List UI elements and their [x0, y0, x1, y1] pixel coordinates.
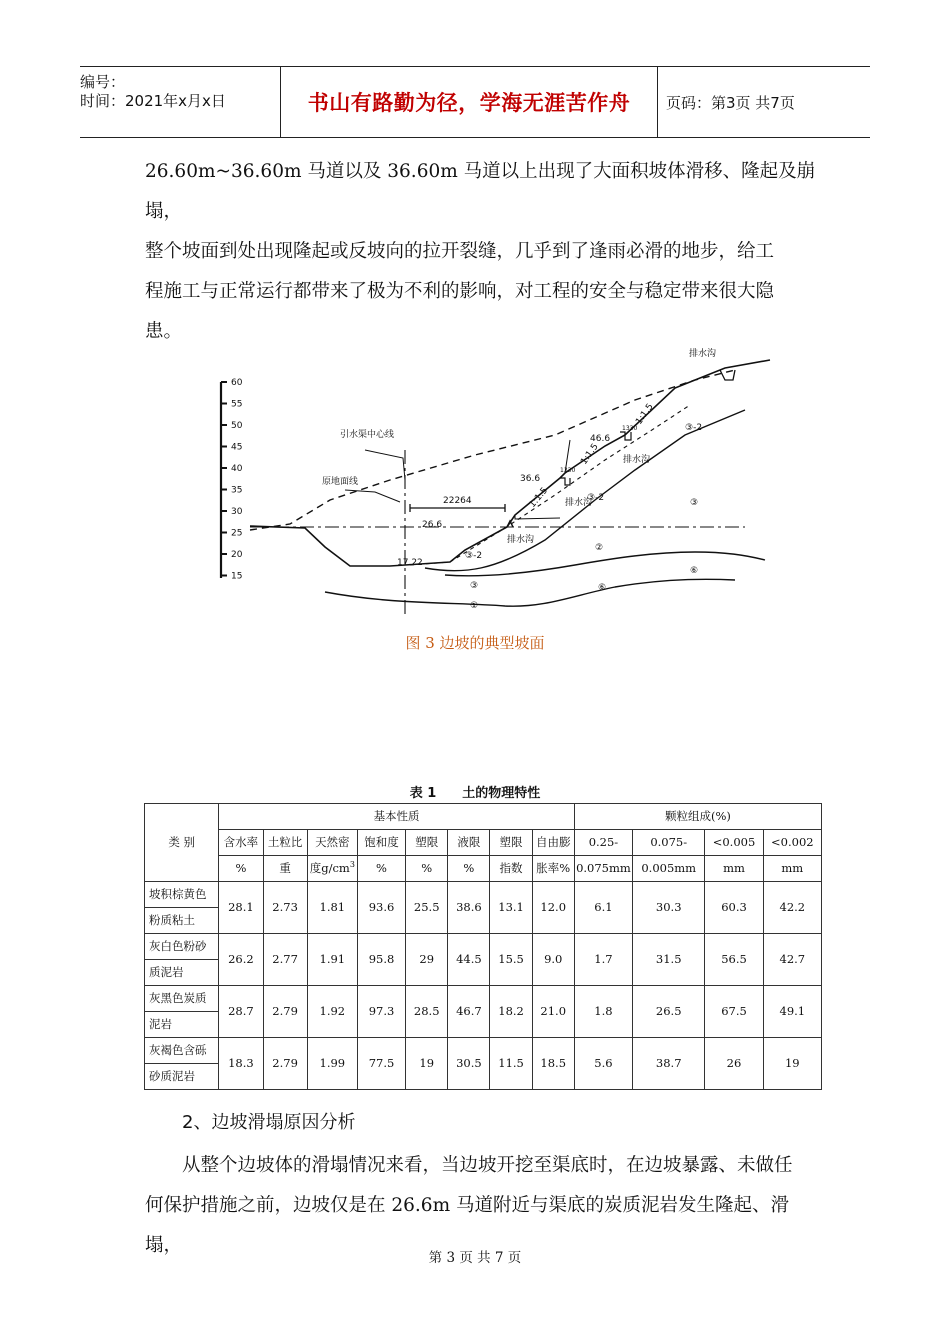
column-header-unit: %	[235, 861, 247, 875]
table-cell: 42.2	[763, 882, 821, 934]
column-header-line2	[532, 856, 574, 882]
elevation-tick-label: 30	[231, 507, 243, 517]
label-drain-top: 排水沟	[689, 349, 717, 359]
table-cell: 25.5	[406, 882, 448, 934]
elevation-tick-label: 60	[231, 378, 243, 388]
table-cell: 67.5	[705, 986, 763, 1038]
header-basic-properties: 基本性质	[219, 804, 574, 830]
figure-caption: 图 3 边坡的典型坡面	[405, 634, 545, 652]
row-category-line1: 灰白色粉砂	[145, 934, 219, 960]
table-title	[0, 782, 950, 801]
paragraph-line: 26.60m~36.60m 马道以及 36.60m 马道以上出现了大面积坡体滑移、隆起及崩塌，	[145, 161, 816, 222]
label-width: 22264	[443, 496, 472, 506]
row-category-line2: 粉质粘土	[145, 908, 219, 934]
layer-boundary-3	[425, 410, 745, 571]
label-slope-middle: 1:1.5	[579, 442, 601, 467]
column-header-line2	[705, 856, 763, 882]
row-category-line2: 砂质泥岩	[145, 1064, 219, 1090]
table-cell: 93.6	[357, 882, 405, 934]
table-header-row-1	[145, 804, 822, 830]
label-berm-46: 46.6	[590, 434, 611, 444]
header-meta	[80, 67, 280, 143]
table-cell: 13.1	[490, 882, 532, 934]
table-row	[145, 986, 822, 1012]
center-line-leader	[365, 450, 405, 480]
label-ground-line: 原地面线	[322, 477, 359, 487]
column-header-line1: <0.002	[763, 830, 821, 856]
table-header-row-2	[145, 830, 822, 856]
table-cell: 60.3	[705, 882, 763, 934]
row-category-line2: 质泥岩	[145, 960, 219, 986]
column-header-line1: <0.005	[705, 830, 763, 856]
table-header-row-3	[145, 856, 822, 882]
table-cell: 12.0	[532, 882, 574, 934]
label-layer-3-low: ③	[470, 581, 479, 591]
column-header-line1: 液限	[448, 830, 490, 856]
paragraph-line: 程施工与正常运行都带来了极为不利的影响，对工程的安全与稳定带来很大隐	[145, 281, 775, 302]
layer-boundary-6	[325, 579, 735, 606]
layer-boundary-2	[445, 552, 765, 576]
table-cell: 15.5	[490, 934, 532, 986]
column-header-line2	[574, 856, 632, 882]
elevation-tick-label: 15	[231, 571, 243, 582]
label-layer-3-2-low: ③-2	[465, 551, 483, 561]
label-layer-3-2-mid: ③-2	[587, 493, 605, 503]
table-cell: 30.5	[448, 1038, 490, 1090]
table-cell: 2.73	[263, 882, 307, 934]
column-header-unit: 0.005mm	[641, 861, 697, 875]
table-row	[145, 934, 822, 960]
label-bottom-elevation: 17.22	[397, 558, 423, 568]
column-header-line2	[263, 856, 307, 882]
label-layer-6-right: ⑥	[690, 566, 699, 576]
figure-labels	[322, 347, 716, 611]
label-drain-46: 排水沟	[623, 455, 651, 465]
elevation-tick-label: 55	[231, 399, 243, 410]
label-slope-upper: 1:1.5	[634, 402, 656, 427]
page-footer: 第 3 页 共 7 页	[428, 1250, 522, 1266]
table-cell: 18.3	[219, 1038, 263, 1090]
document-number: 编号：	[80, 73, 126, 91]
table-cell: 19	[763, 1038, 821, 1090]
row-category-line2: 泥岩	[145, 1012, 219, 1038]
table-cell: 30.3	[633, 882, 705, 934]
table-cell: 11.5	[490, 1038, 532, 1090]
table-row	[145, 882, 822, 908]
table-cell: 1.7	[574, 934, 632, 986]
table-number: 表 1	[409, 786, 437, 801]
body-paragraph-1	[145, 152, 825, 352]
column-header-unit: %	[376, 861, 387, 875]
column-header-line2	[357, 856, 405, 882]
label-layer-6-low: ⑥	[598, 583, 607, 593]
column-header-line1: 自由膨	[532, 830, 574, 856]
elevation-tick-label: 40	[231, 464, 243, 474]
table-cell: 1.92	[307, 986, 357, 1038]
table-cell: 44.5	[448, 934, 490, 986]
header-motto-cell	[280, 67, 658, 137]
table-body	[145, 882, 822, 1090]
column-header-unit: 指数	[499, 861, 523, 875]
soil-properties-table	[144, 803, 822, 1090]
paragraph-line: 患。	[145, 321, 183, 342]
column-header-unit: %	[463, 861, 475, 875]
table-cell: 1.99	[307, 1038, 357, 1090]
elevation-tick-label: 20	[231, 550, 243, 560]
elevation-tick-label: 25	[231, 528, 243, 539]
table-cell: 28.7	[219, 986, 263, 1038]
header-motto: 书山有路勤为径，学海无涯苦作舟	[307, 91, 631, 115]
table-cell: 56.5	[705, 934, 763, 986]
row-category-line1: 灰黑色炭质	[145, 986, 219, 1012]
column-header-unit: 胀率%	[536, 861, 571, 875]
table-cell: 26.2	[219, 934, 263, 986]
table-cell: 19	[406, 1038, 448, 1090]
column-header-line1: 土粒比	[263, 830, 307, 856]
column-header-line1: 塑限	[406, 830, 448, 856]
label-layer-3-2-top: ③-2	[685, 423, 703, 433]
slope-cross-section-figure	[215, 340, 775, 625]
layer-boundary-3-2	[410, 405, 690, 565]
table-title-text: 土的物理特性	[462, 786, 541, 801]
column-header-line1: 含水率	[219, 830, 263, 856]
column-header-line2	[219, 856, 263, 882]
section-2-title: 2、边坡滑塌原因分析	[182, 1112, 356, 1133]
row-category-line1: 坡积棕黄色	[145, 882, 219, 908]
table-cell: 46.7	[448, 986, 490, 1038]
drain-36	[560, 478, 570, 485]
table-cell: 31.5	[633, 934, 705, 986]
table-cell: 21.0	[532, 986, 574, 1038]
column-header-unit: 0.075mm	[576, 861, 631, 875]
table-cell: 42.7	[763, 934, 821, 986]
table-cell: 26	[705, 1038, 763, 1090]
table-cell: 2.79	[263, 986, 307, 1038]
table-cell: 38.7	[633, 1038, 705, 1090]
berm-36	[515, 515, 560, 519]
table-cell: 9.0	[532, 934, 574, 986]
label-width-small-46: 1330	[622, 425, 638, 432]
column-header-line1: 0.075-	[633, 830, 705, 856]
column-header-unit: %	[421, 861, 433, 875]
label-berm-26: 26.6	[422, 520, 443, 530]
label-drain-36: 排水沟	[565, 498, 593, 508]
label-center-line: 引水渠中心线	[340, 430, 395, 440]
table-cell: 26.5	[633, 986, 705, 1038]
column-header-unit: 度g/cm	[309, 861, 350, 875]
original-ground-line	[250, 370, 735, 530]
label-layer-1: ①	[470, 601, 479, 611]
column-header-line1: 0.25-	[574, 830, 632, 856]
table-cell: 1.81	[307, 882, 357, 934]
label-width-small-36: 1330	[560, 467, 576, 474]
column-header-line2	[633, 856, 705, 882]
paragraph-line: 从整个边坡体的滑塌情况来看，当边坡开挖至渠底时，在边坡暴露、未做任	[182, 1155, 793, 1176]
header-category: 类 别	[145, 804, 219, 882]
column-header-line1: 天然密	[307, 830, 357, 856]
row-category-line1: 灰褐色含砾	[145, 1038, 219, 1064]
column-header-line1: 饱和度	[357, 830, 405, 856]
column-header-unit: 重	[279, 861, 291, 875]
elevation-tick-label: 50	[231, 421, 243, 431]
header-page-number: 页码：第3页 共7页	[666, 93, 795, 112]
table-cell: 1.91	[307, 934, 357, 986]
label-layer-3-top: ③	[690, 498, 699, 508]
elevation-tick-labels	[231, 378, 243, 582]
table-cell: 97.3	[357, 986, 405, 1038]
column-header-superscript: 3	[349, 860, 355, 870]
column-header-line2	[307, 856, 357, 882]
table-cell: 1.8	[574, 986, 632, 1038]
table-cell: 5.6	[574, 1038, 632, 1090]
label-layer-2: ②	[595, 543, 604, 553]
column-header-line2	[763, 856, 821, 882]
header-grain-composition: 颗粒组成(%)	[574, 804, 821, 830]
table-cell: 28.5	[406, 986, 448, 1038]
table-cell: 29	[406, 934, 448, 986]
drain-26	[507, 521, 513, 527]
table-cell: 49.1	[763, 986, 821, 1038]
table-cell: 28.1	[219, 882, 263, 934]
table-cell: 38.6	[448, 882, 490, 934]
table-cell: 18.5	[532, 1038, 574, 1090]
column-header-line2	[448, 856, 490, 882]
column-header-line2	[490, 856, 532, 882]
column-header-unit: mm	[723, 861, 745, 875]
table-cell: 2.79	[263, 1038, 307, 1090]
page-header	[80, 66, 870, 138]
label-slope-lower: 1:1.5	[527, 485, 551, 510]
table-cell: 95.8	[357, 934, 405, 986]
table-cell: 18.2	[490, 986, 532, 1038]
elevation-tick-label: 45	[231, 442, 243, 453]
column-header-unit: mm	[781, 861, 804, 875]
document-date: 时间：2021年x月x日	[80, 92, 226, 110]
table-cell: 2.77	[263, 934, 307, 986]
column-header-line2	[406, 856, 448, 882]
table-cell: 6.1	[574, 882, 632, 934]
label-drain-26: 排水沟	[507, 535, 535, 545]
elevation-tick-label: 35	[231, 485, 243, 496]
table-cell: 77.5	[357, 1038, 405, 1090]
paragraph-line: 整个坡面到处出现隆起或反坡向的拉开裂缝，几乎到了逢雨必滑的地步，给工	[145, 241, 775, 262]
label-berm-36: 36.6	[520, 474, 541, 484]
table-row	[145, 1038, 822, 1064]
paragraph-line: 何保护措施之前，边坡仅是在 26.6m 马道附近与渠底的炭质泥岩发生隆起、滑塌，	[145, 1195, 789, 1256]
column-header-line1: 塑限	[490, 830, 532, 856]
